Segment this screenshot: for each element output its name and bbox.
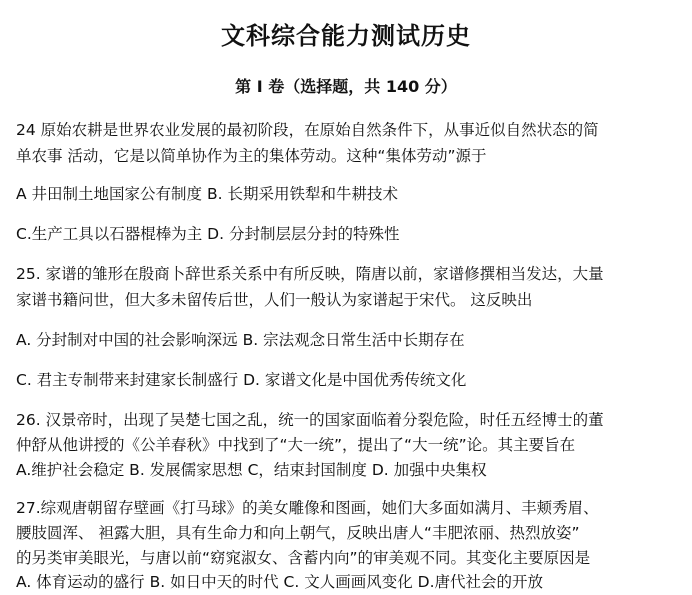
q26-stem-line-1: 26. 汉景帝时，出现了吴楚七国之乱，统一的国家面临着分裂危险，时任五经博士的董 (16, 411, 604, 429)
q27-stem-line-3: 的另类审美眼光，与唐以前“窈窕淑女、含蓄内向”的审美观不同。其变化主要原因是 (16, 549, 591, 567)
q25-stem-line-2: 家谱书籍问世，但大多未留传后世，人们一般认为家谱起于宋代。 这反映出 (16, 291, 533, 309)
q25-stem-line-1: 25. 家谱的雏形在殷商卜辞世系关系中有所反映，隋唐以前，家谱修撰相当发达，大量 (16, 265, 604, 283)
q25-options-line-2: C. 君主专制带来封建家长制盛行 D. 家谱文化是中国优秀传统文化 (16, 371, 467, 389)
section-heading: 第 I 卷（选择题，共 140 分） (235, 77, 457, 96)
q26-options-line-1: A.维护社会稳定 B. 发展儒家思想 C，结束封国制度 D. 加强中央集权 (16, 461, 487, 479)
q26-stem-line-2: 仲舒从他讲授的《公羊春秋》中找到了“大一统”，提出了“大一统”论。其主要旨在 (16, 436, 576, 454)
q27-stem-line-2: 腰肢圆浑、 袒露大胆，具有生命力和向上朝气，反映出唐人“丰肥浓丽、热烈放姿” (16, 524, 580, 542)
q24-stem-line-1: 24 原始农耕是世界农业发展的最初阶段，在原始自然条件下，从事近似自然状态的简 (16, 121, 599, 139)
q24-stem-line-2: 单农事 活动，它是以简单协作为主的集体劳动。这种“集体劳动”源于 (16, 147, 487, 165)
page-title: 文科综合能力测试历史 (221, 22, 471, 50)
q24-options-line-1: A 井田制土地国家公有制度 B. 长期采用铁犁和牛耕技术 (16, 185, 398, 203)
q27-stem-line-1: 27.综观唐朝留存壁画《打马球》的美女雕像和图画，她们大多面如满月、丰颊秀眉、 (16, 499, 599, 517)
q25-options-line-1: A. 分封制对中国的社会影响深远 B. 宗法观念日常生活中长期存在 (16, 331, 465, 349)
q24-options-line-2: C.生产工具以石器棍棒为主 D. 分封制层层分封的特殊性 (16, 225, 400, 243)
q27-options-line-1: A. 体育运动的盛行 B. 如日中天的时代 C. 文人画画风变化 D.唐代社会的开放 (16, 573, 543, 591)
